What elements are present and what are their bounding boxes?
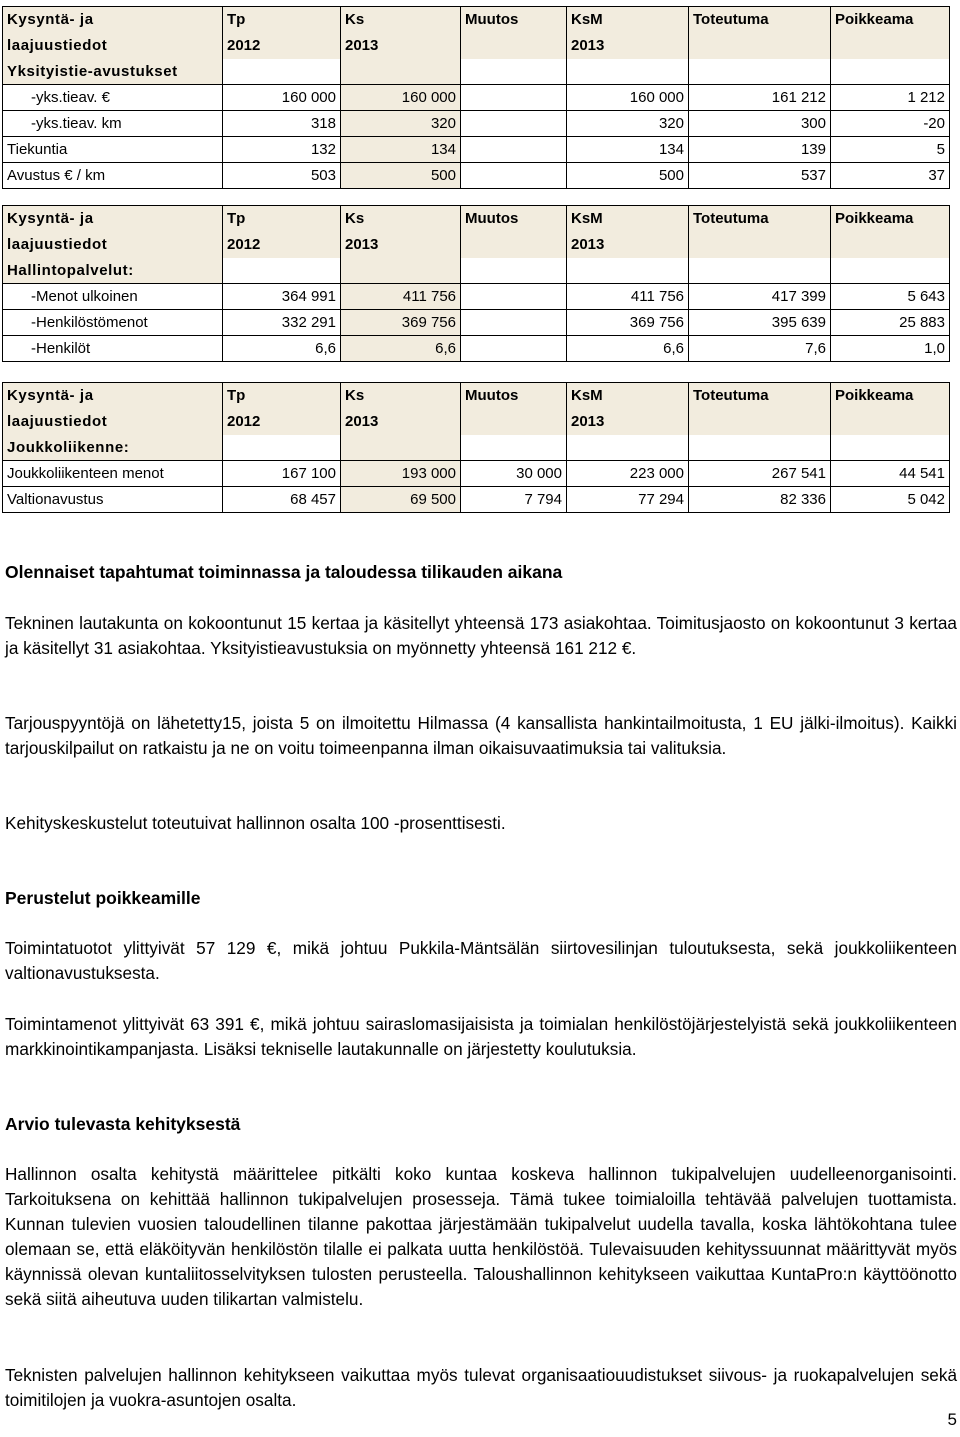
header-poikkeama: Poikkeama — [831, 383, 950, 410]
section-label: Yksityistie-avustukset — [3, 59, 223, 85]
header-ks-year: 2013 — [341, 409, 461, 435]
header-tp-year: 2012 — [223, 232, 341, 258]
table-row: -yks.tieav. € 160 000 160 000 160 000 161 212 1 212 — [3, 85, 950, 111]
header-poikkeama: Poikkeama — [831, 7, 950, 34]
section-label: Hallintopalvelut: — [3, 258, 223, 284]
header-toteutuma: Toteutuma — [689, 7, 831, 34]
header-muutos: Muutos — [461, 7, 567, 34]
header-col1b: laajuustiedot — [3, 232, 223, 258]
table-joukkoliikenne — [2, 382, 950, 513]
header-ks-year: 2013 — [341, 232, 461, 258]
table-row: -Henkilöt 6,6 6,6 6,6 7,6 1,0 — [3, 336, 950, 362]
table-row: Joukkoliikenteen menot 167 100 193 000 30 000 223 000 267 541 44 541 — [3, 461, 950, 487]
header-col1: Kysyntä- ja — [3, 383, 223, 410]
header-ks: Ks — [341, 206, 461, 233]
header-col1b: laajuustiedot — [3, 33, 223, 59]
header-ksm-year: 2013 — [567, 33, 689, 59]
header-tp-year: 2012 — [223, 409, 341, 435]
paragraph-toimintamenot: Toimintamenot ylittyivät 63 391 €, mikä johtuu sairaslomasijaisista ja toimialan henkilöstöjärjestelyistä sekä joukkoliikenteen markkinointikampanjasta. Lisäksi tekniselle lautakunnalle on järjestetty koulutuksia. — [5, 1014, 957, 1059]
paragraph-teknisten-palvelujen: Teknisten palvelujen hallinnon kehitykseen vaikuttaa myös tulevat organisaatiouudistukset siivous- ja ruokapalvelujen sekä toimitilojen ja vuokra-asuntojen osalta. — [5, 1365, 957, 1410]
header-muutos: Muutos — [461, 383, 567, 410]
paragraph-kokoukset: Tekninen lautakunta on kokoontunut 15 kertaa ja käsitellyt yhteensä 173 asiakohtaa. Toimitusjaosto on kokoontunut 3 kertaa ja käsitellyt 31 asiakohtaa. Yksityistieavustuksia on myönnetty yhteensä 161 212 €. — [5, 613, 957, 658]
header-ks: Ks — [341, 7, 461, 34]
paragraph-tarjouspyynnot: Tarjouspyyntöjä on lähetetty15, joista 5 on ilmoitettu Hilmassa (4 kansallista hankintailmoitusta, 1 EU jälki-ilmoitus). Kaikki tarjouskilpailut on ratkaistu ja ne on voitu toimeenpanna ilman oikaisuvaatimuksia tai valituksia. — [5, 713, 957, 758]
header-toteutuma: Toteutuma — [689, 206, 831, 233]
header-ksm: KsM — [567, 206, 689, 233]
header-poikkeama: Poikkeama — [831, 206, 950, 233]
header-ks: Ks — [341, 383, 461, 410]
table-row: -Henkilöstömenot 332 291 369 756 369 756 395 639 25 883 — [3, 310, 950, 336]
page-number: 5 — [947, 1410, 957, 1429]
heading-arvio: Arvio tulevasta kehityksestä — [5, 1114, 241, 1134]
paragraph-hallinnon-kehitys: Hallinnon osalta kehitystä määrittelee pitkälti koko kuntaa koskeva hallinnon tukipalvelujen uudelleenorganisointi. Tarkoituksena on kehittää hallinnon tukipalvelujen prosesseja. Tämä tukee toimialoilla tehtävää palvelujen tuottamista. Kunnan tulevien vuosien taloudellinen tilanne pakottaa järjestämään tukipalvelut uudella tavalla, koska lähtökohtana tulee olemaan se, että eläköityvän henkilöstön tilalle ei palkata uutta henkilöstöä. Tulevaisuuden kehityssuunnat määrittyvät myös käynnissä olevan kuntaliitosselvityksen tulosten perusteella. Taloushallinnon kehitykseen vaikuttaa KuntaPro:n käyttöönotto sekä siitä aiheutuva uuden tilikartan valmistelu. — [5, 1164, 957, 1309]
paragraph-kehityskeskustelut: Kehityskeskustelut toteutuivat hallinnon osalta 100 -prosenttisesti. — [5, 813, 506, 833]
table-row: -Menot ulkoinen 364 991 411 756 411 756 417 399 5 643 — [3, 284, 950, 310]
table-row: Tiekuntia 132 134 134 139 5 — [3, 137, 950, 163]
table-yksityistie — [2, 6, 950, 189]
header-toteutuma: Toteutuma — [689, 383, 831, 410]
header-ksm-year: 2013 — [567, 409, 689, 435]
header-ksm: KsM — [567, 383, 689, 410]
header-col1: Kysyntä- ja — [3, 206, 223, 233]
heading-olennaiset: Olennaiset tapahtumat toiminnassa ja taloudessa tilikauden aikana — [5, 562, 563, 582]
paragraph-toimintatuotot: Toimintatuotot ylittyivät 57 129 €, mikä johtuu Pukkila-Mäntsälän siirtovesilinjan tuloutuksesta, sekä joukkoliikenteen valtionavustuksesta. — [5, 938, 957, 983]
section-label: Joukkoliikenne: — [3, 435, 223, 461]
table-row: Avustus € / km 503 500 500 537 37 — [3, 163, 950, 189]
table-hallintopalvelut — [2, 205, 950, 362]
header-ks-year: 2013 — [341, 33, 461, 59]
header-col1b: laajuustiedot — [3, 409, 223, 435]
header-col1: Kysyntä- ja — [3, 7, 223, 34]
table-row: Valtionavustus 68 457 69 500 7 794 77 294 82 336 5 042 — [3, 487, 950, 513]
header-ksm: KsM — [567, 7, 689, 34]
header-tp: Tp — [223, 206, 341, 233]
heading-perustelut: Perustelut poikkeamille — [5, 888, 201, 908]
header-tp: Tp — [223, 383, 341, 410]
header-tp: Tp — [223, 7, 341, 34]
table-row: -yks.tieav. km 318 320 320 300 -20 — [3, 111, 950, 137]
header-muutos: Muutos — [461, 206, 567, 233]
header-ksm-year: 2013 — [567, 232, 689, 258]
header-tp-year: 2012 — [223, 33, 341, 59]
